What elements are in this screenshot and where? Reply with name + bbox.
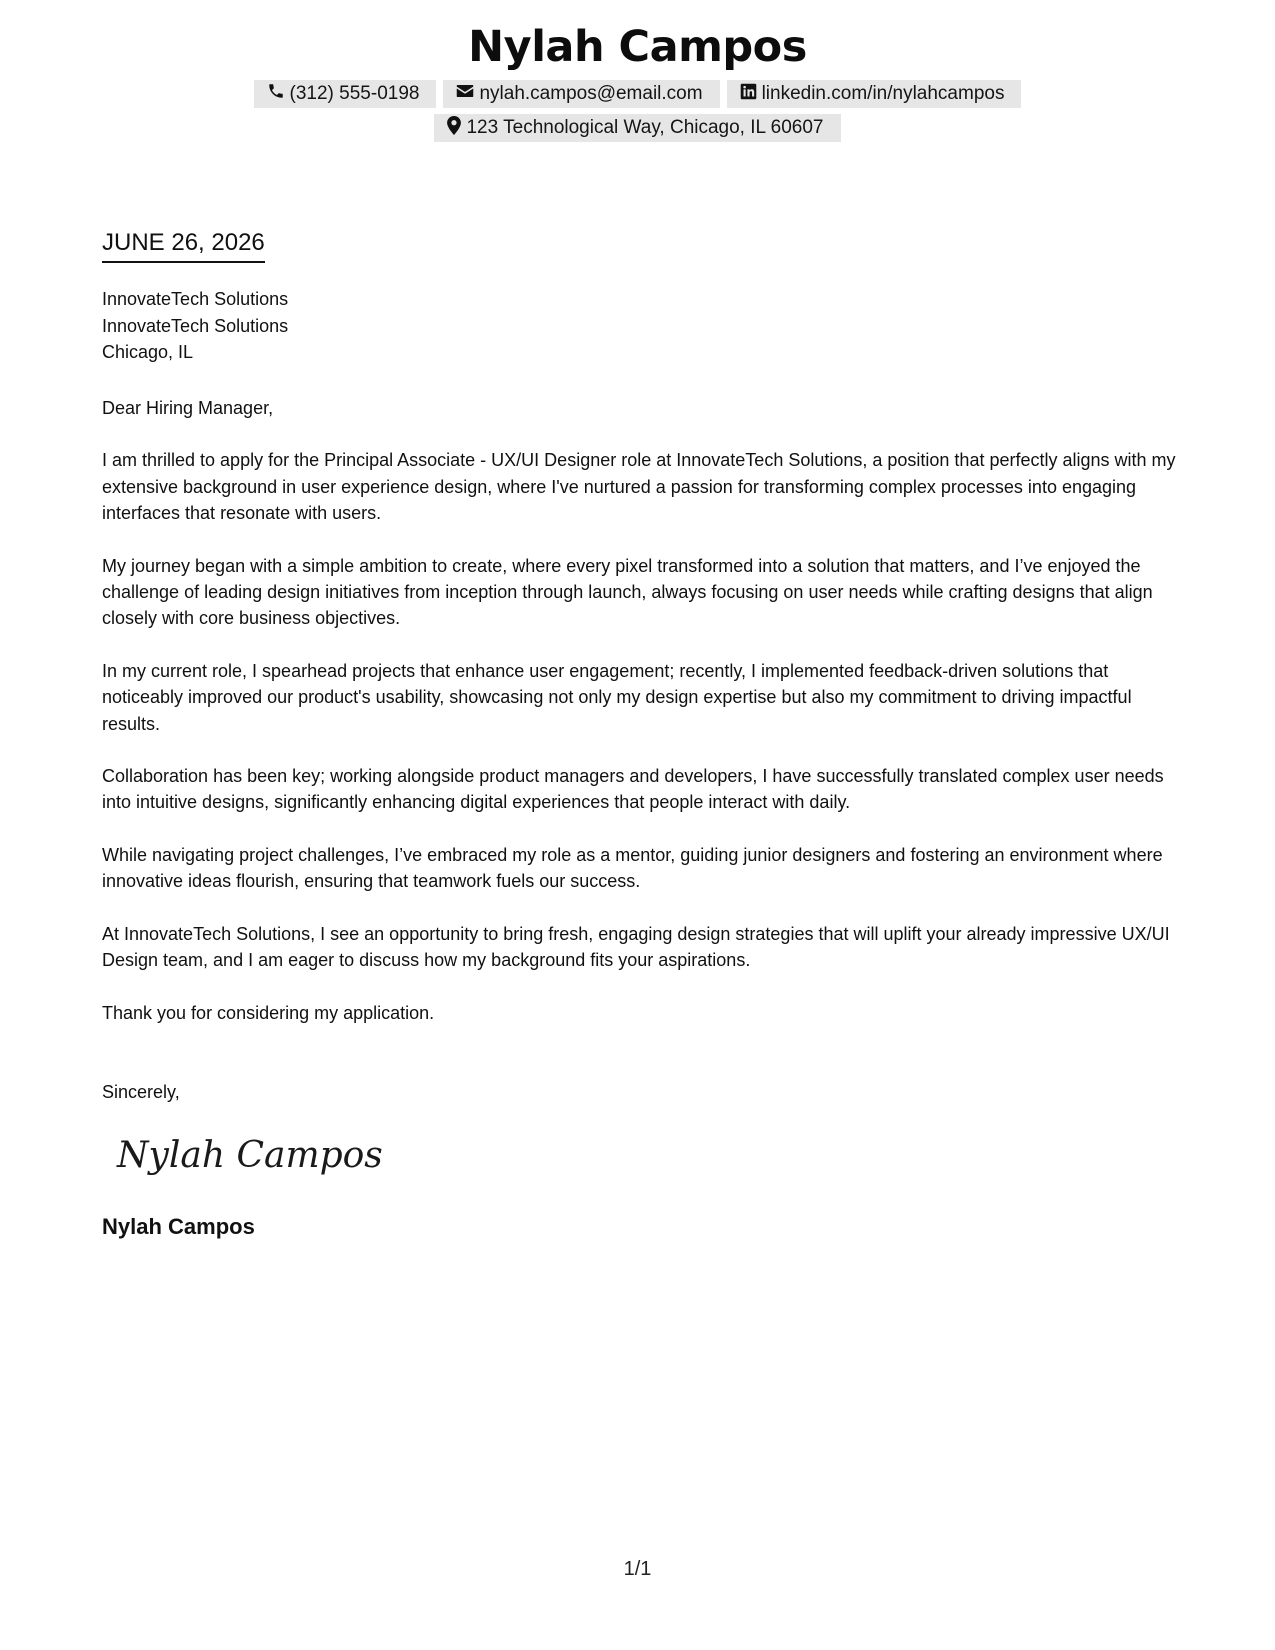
envelope-icon <box>456 83 474 105</box>
recipient-block <box>102 286 288 366</box>
signer-name: Nylah Campos <box>102 1214 255 1239</box>
email-text: nylah.campos@email.com <box>479 83 703 104</box>
linkedin-chip <box>727 80 1022 108</box>
contact-row-secondary <box>0 114 1275 142</box>
body-paragraph: I am thrilled to apply for the Principal Associate - UX/UI Designer role at InnovateTech Solutions, a position that perfectly aligns with my extensive background in user experience design, where I've nurtured a passion for transforming complex processes into engaging interfaces that resonate with users. <box>102 450 1176 524</box>
recipient-line: Chicago, IL <box>102 342 194 362</box>
body-paragraph: In my current role, I spearhead projects that enhance user engagement; recently, I implemented feedback-driven solutions that noticeably improved our product's usability, showcasing not only my design expertise but also my commitment to driving impactful results. <box>102 660 1132 734</box>
closing: Sincerely, <box>102 1082 180 1102</box>
linkedin-text: linkedin.com/in/nylahcampos <box>761 83 1005 104</box>
linkedin-icon <box>740 83 757 106</box>
applicant-name: Nylah Campos <box>468 22 807 72</box>
contact-row-primary <box>0 80 1275 108</box>
phone-text: (312) 555-0198 <box>289 83 420 104</box>
email-chip <box>443 80 719 108</box>
signature-text: Nylah Campos <box>117 1135 383 1176</box>
body-paragraph: Collaboration has been key; working alongside product managers and developers, I have successfully translated complex user needs into intuitive designs, significantly enhancing digital experiences that people interact with daily. <box>102 766 1164 813</box>
recipient-line: InnovateTech Solutions <box>102 289 289 309</box>
body-paragraph: At InnovateTech Solutions, I see an opportunity to bring fresh, engaging design strategies that will uplift your already impressive UX/UI Design team, and I am eager to discuss how my background fits your aspirations. <box>102 923 1170 971</box>
page-indicator: 1/1 <box>623 1558 652 1580</box>
letter-body <box>102 395 1177 1052</box>
handwritten-signature <box>115 1125 383 1185</box>
body-paragraph: My journey began with a simple ambition to create, where every pixel transformed into a solution that matters, and I’ve enjoyed the challenge of leading design initiatives from inception through launch, always focusing on user needs while crafting designs that align closely with core business objectives. <box>102 555 1153 629</box>
map-pin-icon <box>447 116 461 141</box>
body-paragraph: Thank you for considering my application. <box>102 1002 435 1023</box>
address-chip <box>434 114 840 142</box>
salutation: Dear Hiring Manager, <box>102 398 274 418</box>
body-paragraph: While navigating project challenges, I’ve embraced my role as a mentor, guiding junior designers and fostering an environment where innovative ideas flourish, ensuring that teamwork fuels our success. <box>102 844 1163 892</box>
letter-date: JUNE 26, 2026 <box>102 228 265 263</box>
recipient-line: InnovateTech Solutions <box>102 315 289 336</box>
address-text: 123 Technological Way, Chicago, IL 60607 <box>466 117 824 138</box>
phone-chip <box>254 80 437 108</box>
phone-icon <box>267 82 285 106</box>
